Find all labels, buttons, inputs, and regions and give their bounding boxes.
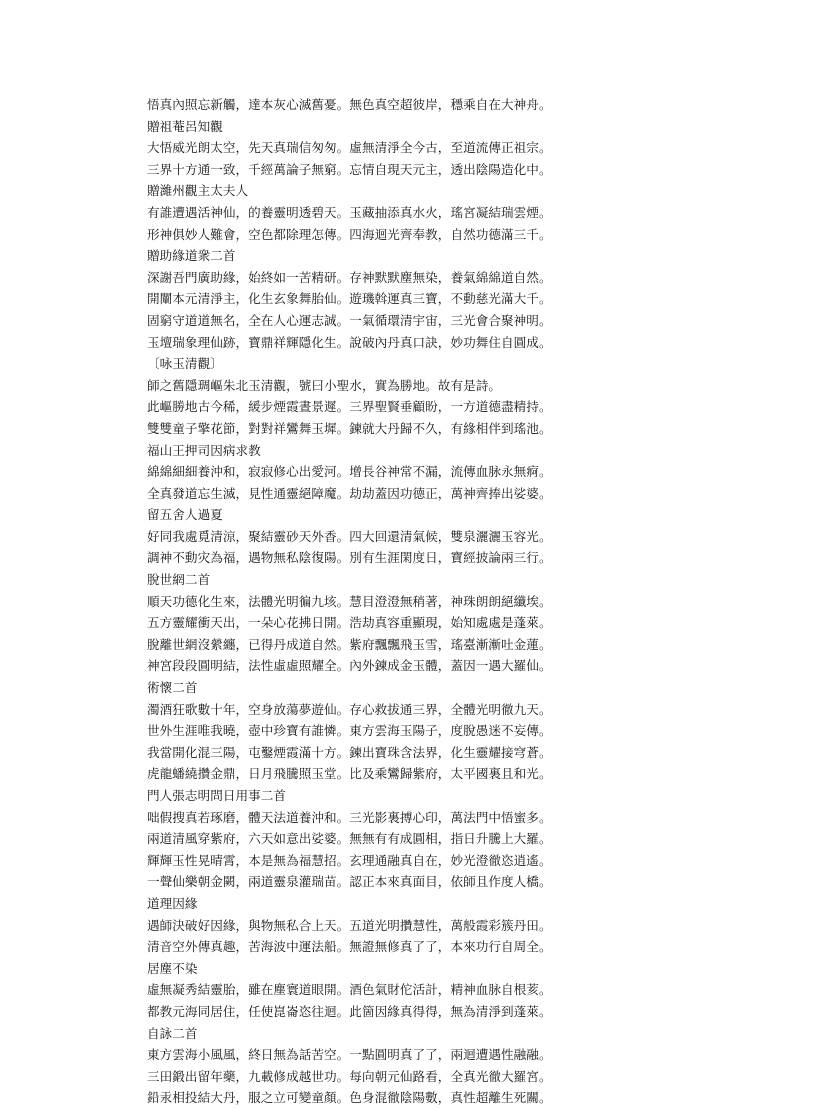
verse-line: 三田鍛出留年藥，九載修成越世功。每向朝元仙路看，全真光徹大羅宮。	[147, 1068, 552, 1084]
poem-title: 贈濰州觀主太夫人	[147, 183, 249, 199]
verse-line: 此嶇勝地古今稀，緩步煙霞晝景遲。三界聖賢垂顧盼，一方道德盡精持。	[147, 399, 552, 415]
verse-line: 雙雙童子擎花節，對對祥鸞舞玉墀。鍊就大丹歸不久，有緣相伴到瑤池。	[147, 420, 552, 436]
verse-line: 好同我處覓清涼，聚結靈砂天外香。四大回還清氣候，雙泉灑灑玉容光。	[147, 528, 552, 544]
verse-line: 綿綿細細養沖和，寂寂修心出愛河。增長谷神常不漏，流傳血脉永無痾。	[147, 464, 552, 480]
verse-line: 遇師決破好因緣，與物無私合上天。五道光明攢慧性，萬般霞彩簇丹田。	[147, 917, 552, 933]
verse-line: 大悟威光朗太空，先天真瑞信匆匆。虛無清淨全今古，至道流傳正祖宗。	[147, 140, 552, 156]
verse-line: 師之舊隱琱嶇朱北玉清觀，號曰小聖水，實為勝地。故有是詩。	[147, 377, 502, 393]
verse-line: 都教元海同居住，任使崑崙恣往迴。此箇因緣真得得，無為清淨到蓬萊。	[147, 1003, 552, 1019]
verse-line: 輝輝玉性晃晴霄，本是無為福慧招。玄理通融真自在，妙光澄徹恣逍遙。	[147, 852, 552, 868]
verse-line: 東方雲海小風風，終日無為話苦空。一點圓明真了了，兩迴遭遇性融融。	[147, 1047, 552, 1063]
verse-line: 脫離世網沒縈纏，已得丹成道自然。紫府飄飄飛玉雪，瑤臺漸漸吐金蓮。	[147, 636, 552, 652]
verse-line: 咄假搜真若琢磨，體天法道養沖和。三光影裏搏心印，萬法門中悟蜜多。	[147, 809, 552, 825]
verse-line: 我當開化混三陽，屯鑿煙霞滿十方。鍊出寶珠含法界，化生靈耀接穹蒼。	[147, 744, 552, 760]
verse-line: 清音空外傳真趣，苦海波中運法船。無證無修真了了，本來功行自周全。	[147, 939, 552, 955]
poem-page	[147, 94, 607, 1109]
poem-title: 留五舍人過夏	[147, 507, 223, 523]
poem-title: 道理因緣	[147, 895, 198, 911]
verse-line: 開闡本元清淨主，化生玄象舞胎仙。遊璣斡運真三寶，不動慈光滿大千。	[147, 291, 552, 307]
verse-line: 調神不動灾為福，遇物無私陰復陽。別有生涯閑度日，寶經披論兩三行。	[147, 550, 552, 566]
verse-line: 悟真內照忘新觸，達本灰心滅舊憂。無色真空超彼岸，穩乘自在大神舟。	[147, 97, 552, 112]
poem-title: 福山王押司因病求教	[147, 442, 261, 458]
verse-line: 有誰遭遇活神仙，的養靈明透碧天。玉藏抽添真水火，瑤宮凝結瑞雲煙。	[147, 204, 552, 220]
verse-line: 一聲仙樂朝金闕，兩道靈泉灌瑞苗。認正本來真面目，依師且作度人橋。	[147, 874, 552, 890]
verse-line: 形神俱妙人難會，空色都除理怎傳。四海迴光齊奉教，自然功德滿三千。	[147, 226, 552, 242]
poem-title: 贈助緣道衆二首	[147, 248, 236, 264]
verse-line: 兩道清風穿紫府，六天如意出娑婆。無無有有成圓相，指日升騰上大羅。	[147, 831, 552, 847]
verse-line: 深謝吾門廣助緣，始終如一苦精研。存神默默塵無染，養氣綿綿道自然。	[147, 269, 552, 285]
verse-line: 五方靈耀衝天出，一朵心花拂日開。浩劫真容重顯現，始知處處是蓬萊。	[147, 615, 552, 631]
poem-title: 居塵不染	[147, 960, 198, 976]
verse-line: 濁酒狂歌數十年，空身放蕩夢遊仙。存心救拔通三界，全體光明徹九天。	[147, 701, 552, 717]
verse-line: 世外生涯唯我曉，壺中珍寶有誰憐。東方雲海玉陽子，度脫愚迷不妄傳。	[147, 723, 552, 739]
verse-line: 虛無凝秀結靈胎，雖在塵寰道眼開。酒色氣財佗活計，精神血脉自根荄。	[147, 982, 552, 998]
poem-title: 〔咏玉清觀〕	[147, 356, 223, 372]
poem-title: 自詠二首	[147, 1025, 198, 1041]
verse-line: 三界十方通一致，千經萬論子無窮。忘情自現天元主，透出陰陽造化中。	[147, 161, 552, 177]
poem-title: 贈祖菴呂知觀	[147, 118, 223, 134]
verse-line: 鉛汞相投結大丹，服之立可變童顏。色身混徹陰陽數，真性超離生死關。	[147, 1090, 552, 1106]
verse-line: 順天功德化生來，法體光明徧九垓。慧目澄澄無稍著，神珠朗朗絕纖埃。	[147, 593, 552, 609]
verse-line: 全真發道忘生滅，見性通靈絕障魔。劫劫蓋因功德正，萬神齊捧出娑婆。	[147, 485, 552, 501]
verse-line: 玉壇瑞象理仙跡，寶鼎祥輝隱化生。說破內丹真口訣，妙功舞住自圓成。	[147, 334, 552, 350]
verse-line: 神宮段段圓明結，法性虛虛照耀全。內外鍊成金玉體，蓋因一遇大羅仙。	[147, 658, 552, 674]
poem-title: 門人張志明問日用事二首	[147, 788, 287, 803]
verse-line: 虎龍蟠繞攢金鼎，日月飛騰照玉堂。比及乘鸞歸紫府，太平國裏且和光。	[147, 766, 552, 782]
poem-title: 術懷二首	[147, 680, 198, 696]
verse-line: 固窮守道道無名，全在人心運志誠。一氣循環清宇宙，三光會合聚神明。	[147, 312, 552, 328]
poem-title: 脫世網二首	[147, 572, 211, 588]
